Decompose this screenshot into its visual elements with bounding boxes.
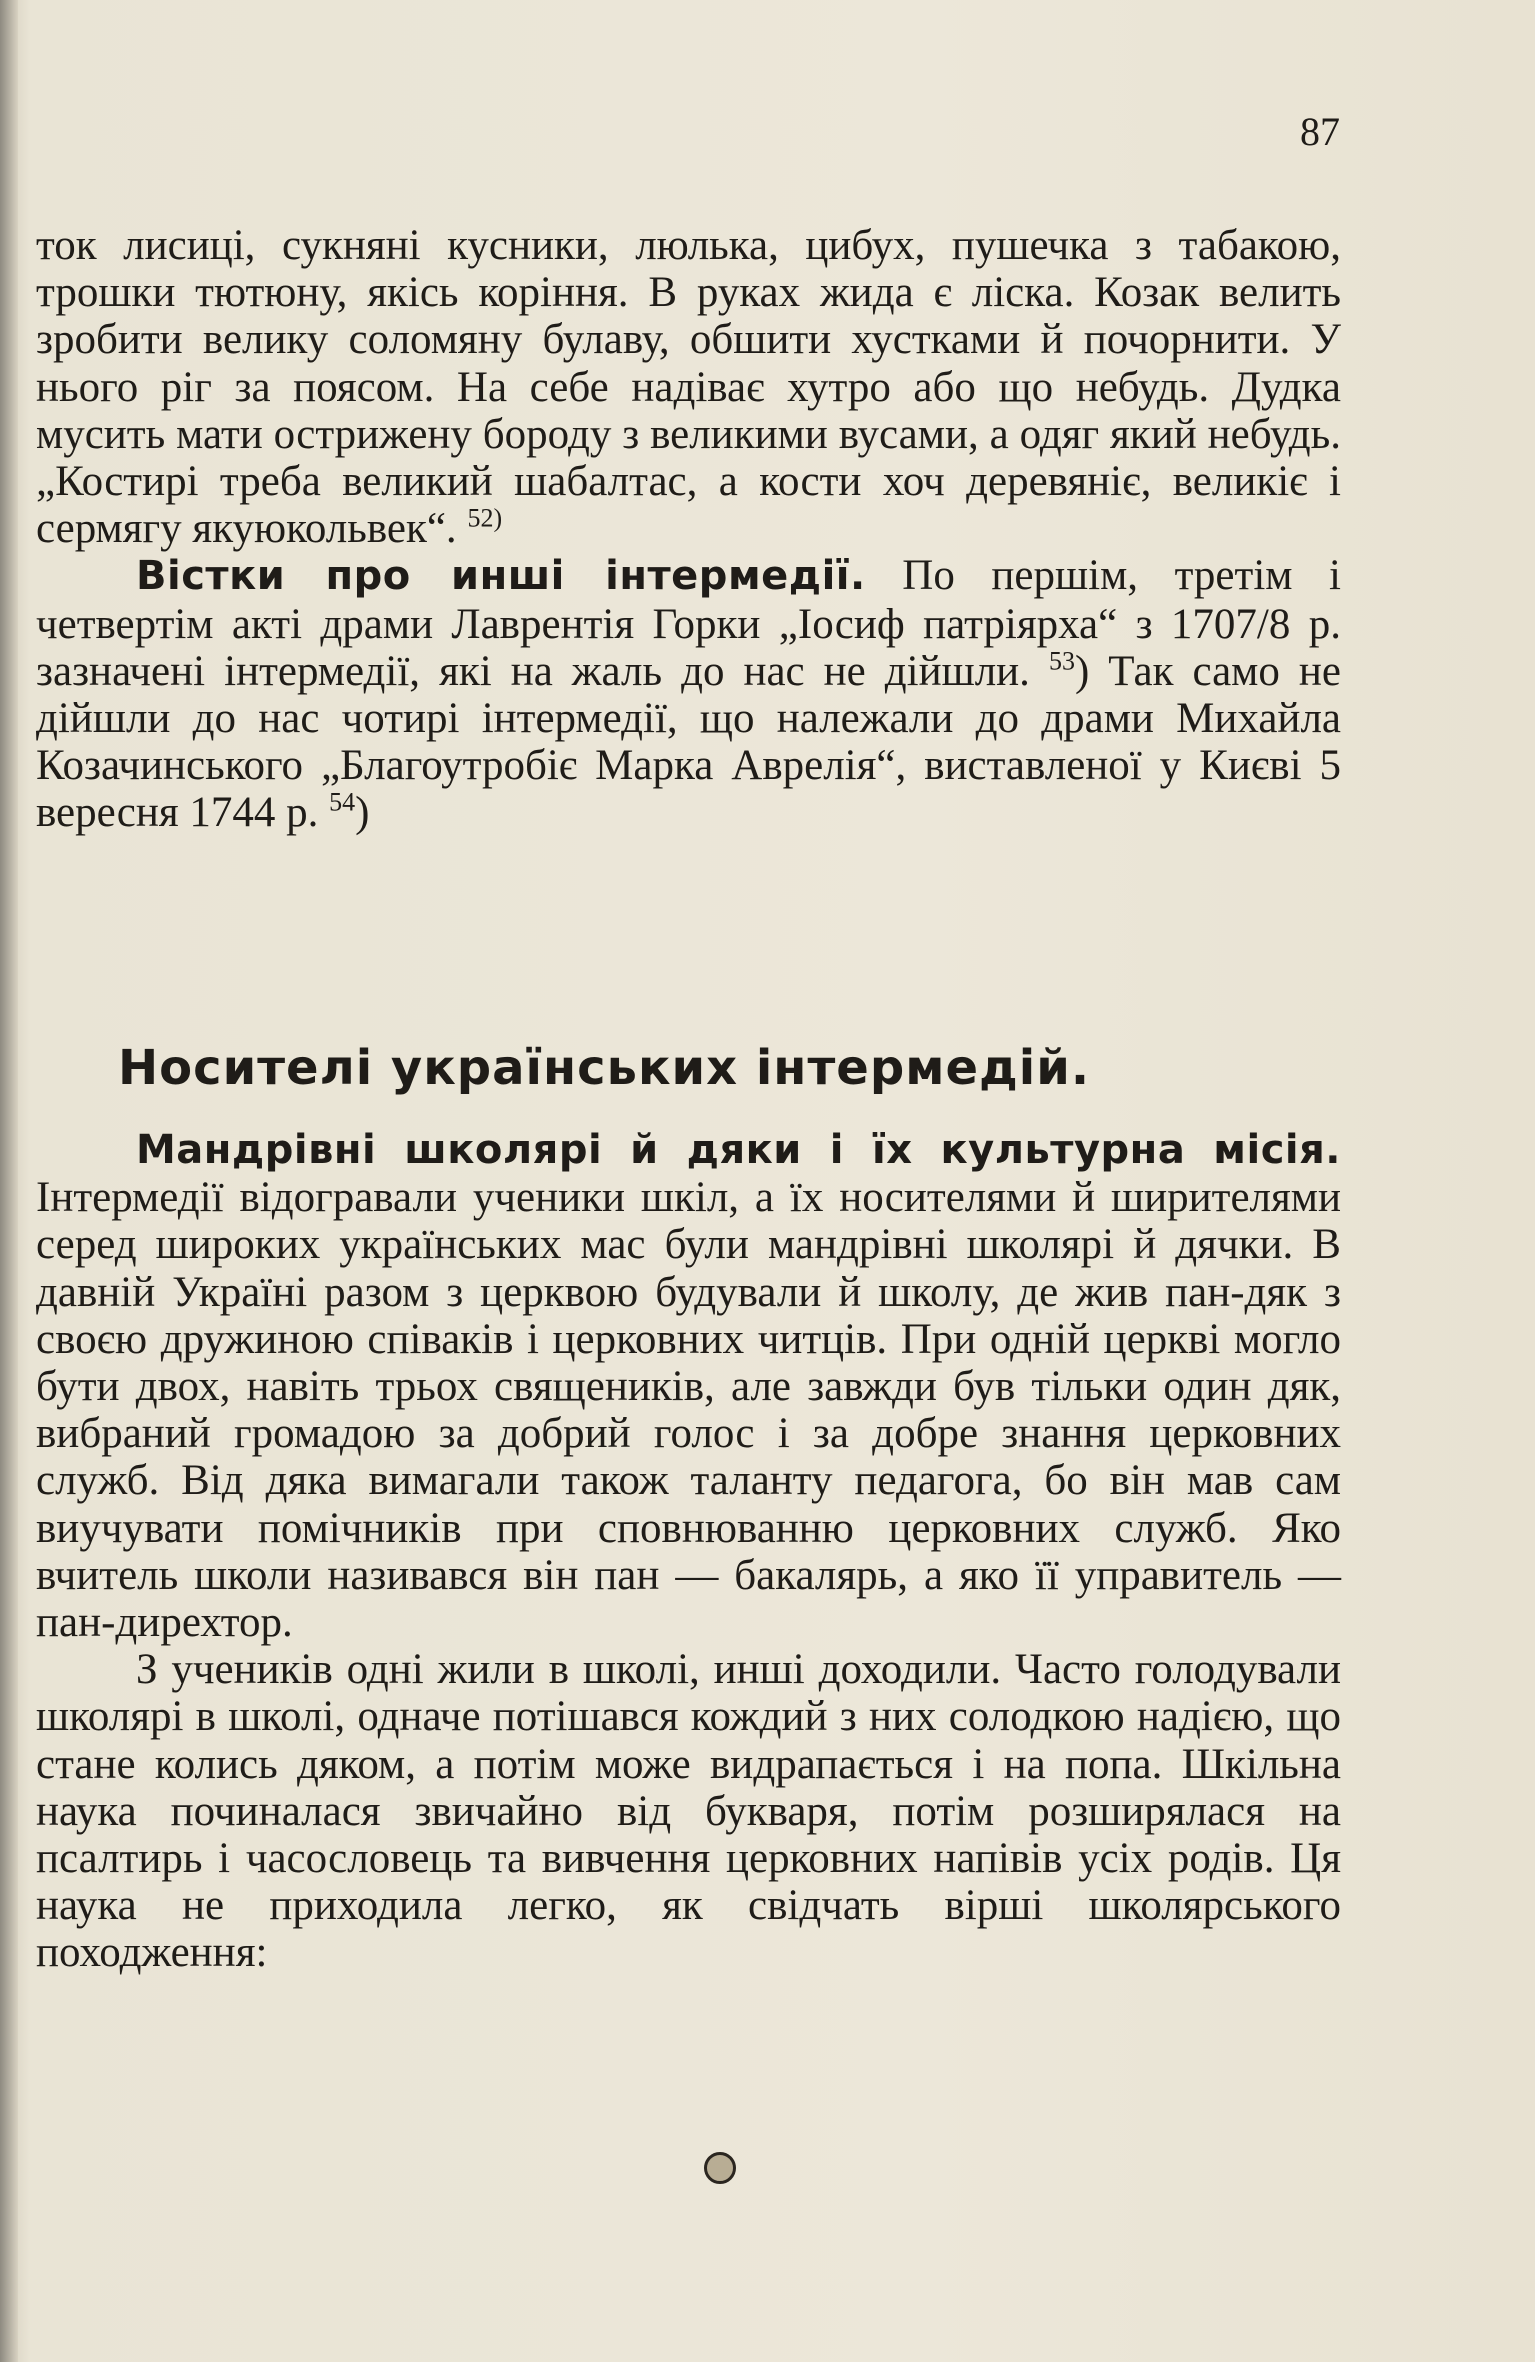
page-end-mark <box>704 2152 736 2184</box>
paragraph-text: ток лисиці, сукняні кусники, люлька, цибух, пушечка з табакою, трошки тютюну, якісь коріння. В руках жида є ліска. Козак велить зробити велику соломяну булаву, обшити хустками й почорнити. У нього ріг за поясом. На себе надіває хутро або що небудь. Дудка мусить мати острижену бороду з великими вусами, а одяг який небудь. „Костирі треба великий шабалтас, а кости хоч деревяніє, великіє і сермягу якуюкольвек“. <box>36 222 1341 553</box>
paragraph-wandering-scholars <box>36 1126 1341 1646</box>
paragraph-text: ) <box>355 789 370 837</box>
footnote-ref: 53 <box>1048 646 1075 676</box>
paragraph-text: Інтермедії відогравали ученики шкіл, а їх носителями й ширителями серед широких українських мас були мандрівні школярі й дячки. В давній Україні разом з церквою будували й школу, де жив пан-дяк з своєю дружиною співаків і церковних читців. При одній церкві могло бути двох, навіть трьох священиків, але завжди був тільки один дяк, вибраний громадою за добрий голос і за добре знання церковних служб. Від дяка вимагали також таланту педагога, бо він мав сам виучувати помічників при сповнюванню церковних служб. Яко вчитель школи називався він пан — бакалярь, а яко її управитель — пан-дирехтор. <box>36 1174 1341 1647</box>
paragraph-students <box>36 1646 1341 1976</box>
paragraph-text: ) Так само не дійшли до нас чотирі інтермедії, що належали до драми Михайла Козачинського „Благоутробіє Марка Аврелія“, виставленої у Києві 5 вересня 1744 р. <box>36 647 1341 837</box>
paragraph-continued <box>36 222 1341 552</box>
top-text-block <box>36 222 1341 837</box>
gutter-shadow <box>0 0 18 2362</box>
footnote-ref: 52) <box>467 503 503 533</box>
paragraph-heading: Мандрівні школярі й дяки і їх культурна місія. <box>136 1127 1341 1173</box>
footnote-ref: 54 <box>329 788 356 818</box>
section-heading: Носителі українських інтермедій. <box>118 1040 1091 1096</box>
paragraph-other-intermedia <box>36 552 1341 836</box>
bottom-text-block <box>36 1126 1341 1977</box>
page-number: 87 <box>1300 109 1340 154</box>
paragraph-text: По першім, третім і четвертім акті драми Лаврентія Горки „Іосиф патріярха“ з 1707/8 р. зазначені інтермедії, які на жаль до нас не дійшли. <box>36 552 1342 695</box>
paragraph-heading: Вістки про инші інтермедії. <box>136 553 866 600</box>
paragraph-text: З учеників одні жили в школі, инші доходили. Часто голодували школярі в школі, одначе потішався кождий з них солодкою надією, що стане колись дяком, а потім може видрапається і на попа. Шкільна наука починалася звичайно від букваря, потім розширялася на псалтирь і часословець та вивчення церковних напівів усіх родів. Ця наука не приходила легко, як свідчать вірші школярського походження: <box>36 1646 1341 1977</box>
